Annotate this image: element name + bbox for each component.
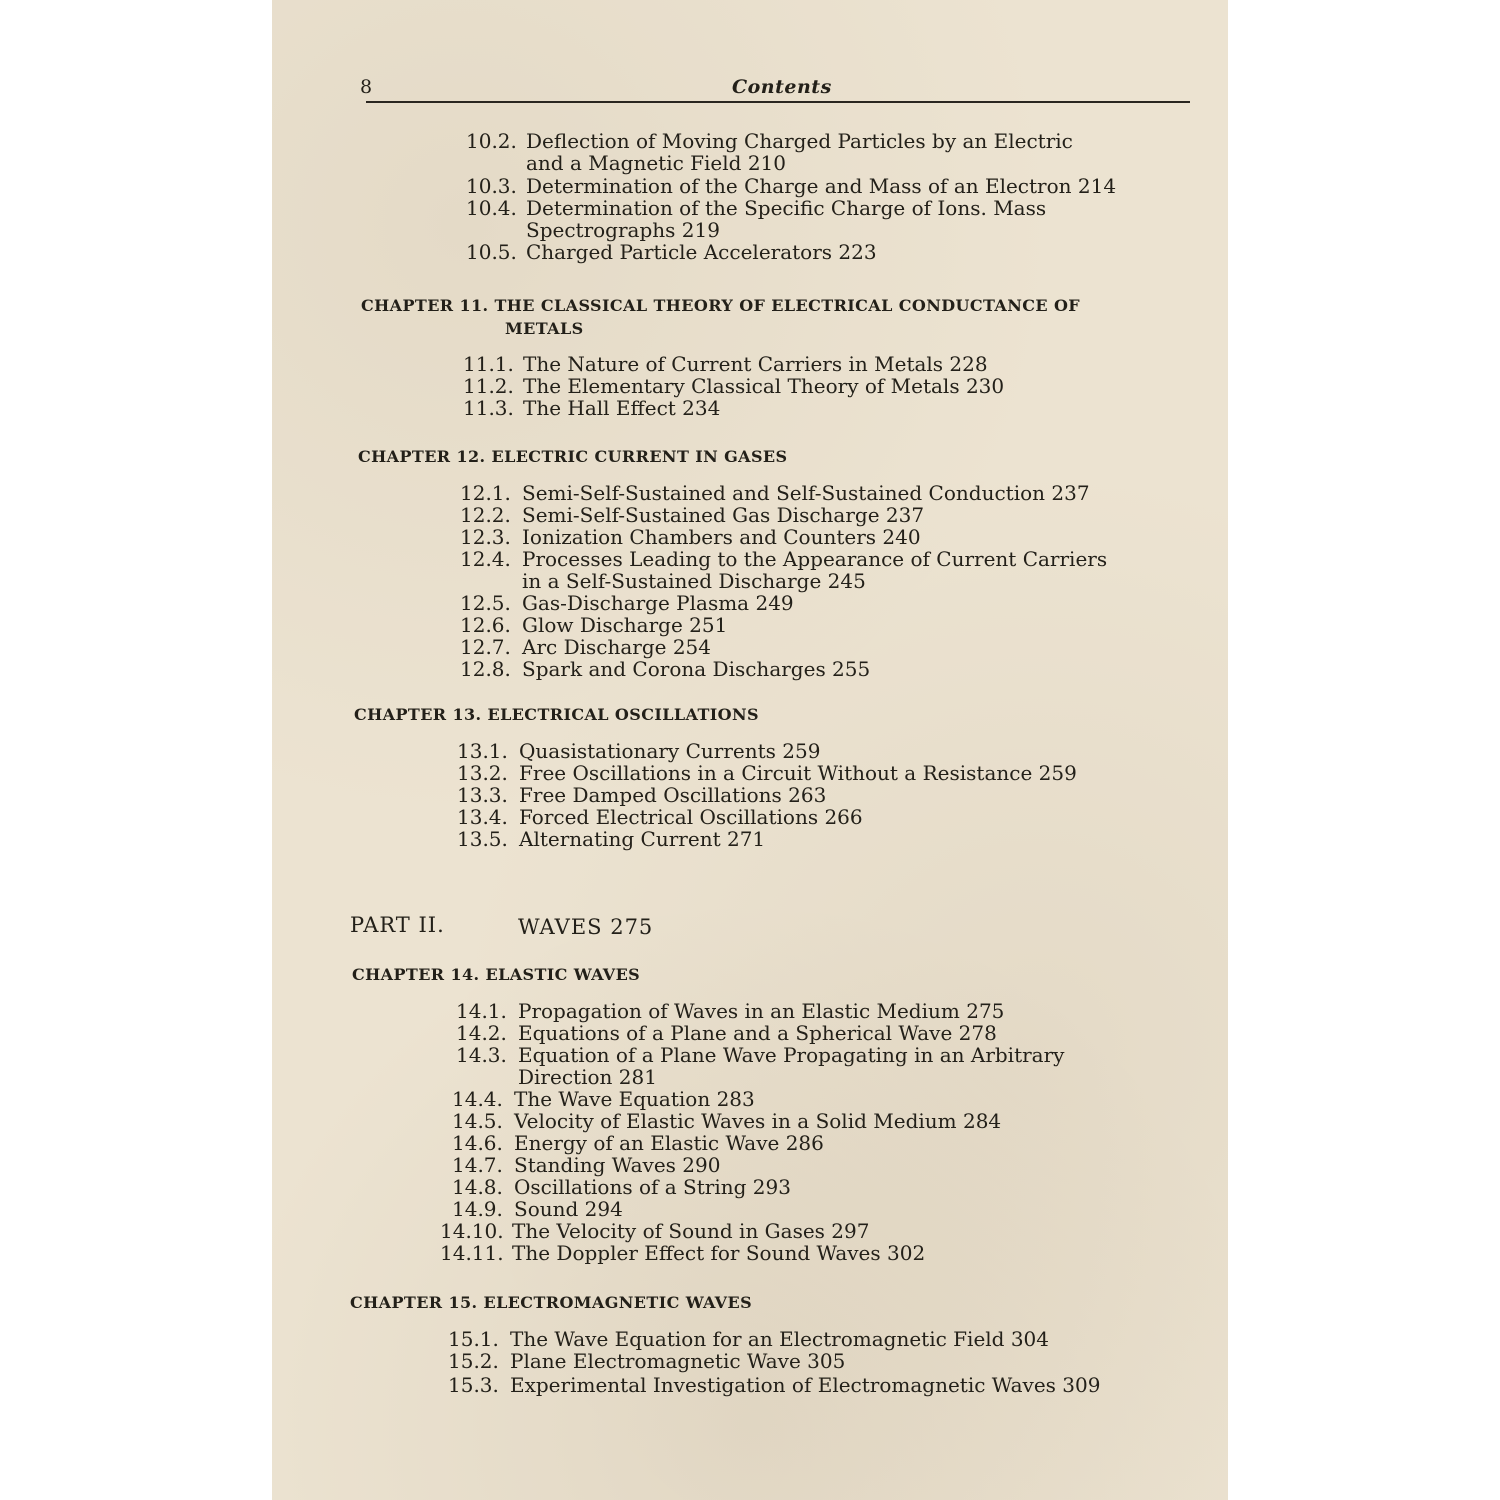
entry-number: 15.2. xyxy=(448,1349,499,1373)
entry-title: Spark and Corona Discharges 255 xyxy=(522,657,871,681)
header-rule xyxy=(366,101,1190,103)
entry-number: 12.2. xyxy=(460,503,511,527)
entry-title: Free Damped Oscillations 263 xyxy=(519,783,827,807)
entry-number: 14.7. xyxy=(452,1153,503,1177)
entry-title: Sound 294 xyxy=(514,1197,623,1221)
entry-title-continuation: Direction 281 xyxy=(518,1065,657,1089)
entry-number: 14.1. xyxy=(456,999,507,1023)
entry-number: 12.1. xyxy=(460,481,511,505)
entry-title: Equations of a Plane and a Spherical Wave 278 xyxy=(518,1021,997,1045)
chapter-11-heading-continuation: METALS xyxy=(505,319,584,338)
entry-number: 14.5. xyxy=(452,1109,503,1133)
entry-title: The Hall Effect 234 xyxy=(523,396,721,420)
entry-title-continuation: in a Self-Sustained Discharge 245 xyxy=(522,569,866,593)
entry-number: 14.9. xyxy=(452,1197,503,1221)
chapter-12-heading: CHAPTER 12. ELECTRIC CURRENT IN GASES xyxy=(358,447,788,466)
entry-title: The Velocity of Sound in Gases 297 xyxy=(512,1219,870,1243)
entry-number: 15.3. xyxy=(448,1373,499,1397)
entry-number: 12.6. xyxy=(460,613,511,637)
entry-number: 13.4. xyxy=(457,805,508,829)
entry-title: Propagation of Waves in an Elastic Medium 275 xyxy=(518,999,1005,1023)
entry-number: 14.6. xyxy=(452,1131,503,1155)
entry-title: Deflection of Moving Charged Particles by an Electric xyxy=(526,129,1073,153)
entry-number: 14.8. xyxy=(452,1175,503,1199)
entry-number: 12.7. xyxy=(460,635,511,659)
entry-number: 11.2. xyxy=(463,374,514,398)
entry-title: Processes Leading to the Appearance of Current Carriers xyxy=(522,547,1108,571)
chapter-15-heading: CHAPTER 15. ELECTROMAGNETIC WAVES xyxy=(350,1293,753,1312)
entry-number: 10.3. xyxy=(466,174,517,198)
entry-title: The Wave Equation 283 xyxy=(514,1087,755,1111)
chapter-11-heading: CHAPTER 11. THE CLASSICAL THEORY OF ELECTRICAL CONDUCTANCE OF xyxy=(361,296,1081,315)
entry-title: Velocity of Elastic Waves in a Solid Medium 284 xyxy=(514,1109,1002,1133)
entry-title: The Nature of Current Carriers in Metals 228 xyxy=(523,352,988,376)
entry-title: Plane Electromagnetic Wave 305 xyxy=(510,1349,846,1373)
entry-number: 13.5. xyxy=(457,827,508,851)
entry-title: Semi-Self-Sustained Gas Discharge 237 xyxy=(522,503,925,527)
entry-title: Alternating Current 271 xyxy=(519,827,766,851)
entry-number: 10.5. xyxy=(466,240,517,264)
entry-title: Energy of an Elastic Wave 286 xyxy=(514,1131,824,1155)
entry-title: The Wave Equation for an Electromagnetic Field 304 xyxy=(510,1327,1050,1351)
book-page xyxy=(272,0,1228,1500)
entry-title: Experimental Investigation of Electromagnetic Waves 309 xyxy=(510,1373,1101,1397)
entry-number: 12.5. xyxy=(460,591,511,615)
entry-number: 13.1. xyxy=(457,739,508,763)
chapter-13-heading: CHAPTER 13. ELECTRICAL OSCILLATIONS xyxy=(354,705,759,724)
entry-number: 10.4. xyxy=(466,196,517,220)
entry-title: Glow Discharge 251 xyxy=(522,613,728,637)
page-number: 8 xyxy=(360,76,373,98)
chapter-14-heading: CHAPTER 14. ELASTIC WAVES xyxy=(352,965,641,984)
entry-title: Forced Electrical Oscillations 266 xyxy=(519,805,863,829)
entry-title: Equation of a Plane Wave Propagating in an Arbitrary xyxy=(518,1043,1065,1067)
entry-number: 15.1. xyxy=(448,1327,499,1351)
entry-number: 10.2. xyxy=(466,129,517,153)
entry-title: Oscillations of a String 293 xyxy=(514,1175,791,1199)
entry-number: 12.8. xyxy=(460,657,511,681)
entry-title: Determination of the Charge and Mass of an Electron 214 xyxy=(526,174,1117,198)
entry-title: Gas-Discharge Plasma 249 xyxy=(522,591,794,615)
entry-title: Ionization Chambers and Counters 240 xyxy=(522,525,921,549)
entry-number: 13.2. xyxy=(457,761,508,785)
entry-number: 12.4. xyxy=(460,547,511,571)
entry-title-continuation: Spectrographs 219 xyxy=(526,218,720,242)
entry-title: Standing Waves 290 xyxy=(514,1153,721,1177)
entry-number: 14.4. xyxy=(452,1087,503,1111)
entry-title-continuation: and a Magnetic Field 210 xyxy=(526,151,786,175)
entry-number: 11.1. xyxy=(463,352,514,376)
entry-number: 14.2. xyxy=(456,1021,507,1045)
part-ii-title: WAVES 275 xyxy=(518,915,654,939)
entry-title: Determination of the Specific Charge of Ions. Mass xyxy=(526,196,1047,220)
running-head: Contents xyxy=(732,76,832,98)
entry-title: Free Oscillations in a Circuit Without a Resistance 259 xyxy=(519,761,1077,785)
entry-title: Semi-Self-Sustained and Self-Sustained Conduction 237 xyxy=(522,481,1090,505)
entry-number: 13.3. xyxy=(457,783,508,807)
entry-title: Arc Discharge 254 xyxy=(522,635,711,659)
entry-title: Quasistationary Currents 259 xyxy=(519,739,821,763)
entry-title: Charged Particle Accelerators 223 xyxy=(526,240,877,264)
part-ii-label: PART II. xyxy=(350,913,445,937)
entry-title: The Elementary Classical Theory of Metals 230 xyxy=(523,374,1005,398)
entry-title: The Doppler Effect for Sound Waves 302 xyxy=(512,1241,926,1265)
entry-number: 11.3. xyxy=(463,396,514,420)
entry-number: 14.10. xyxy=(440,1219,504,1243)
entry-number: 14.11. xyxy=(440,1241,504,1265)
entry-number: 14.3. xyxy=(456,1043,507,1067)
entry-number: 12.3. xyxy=(460,525,511,549)
